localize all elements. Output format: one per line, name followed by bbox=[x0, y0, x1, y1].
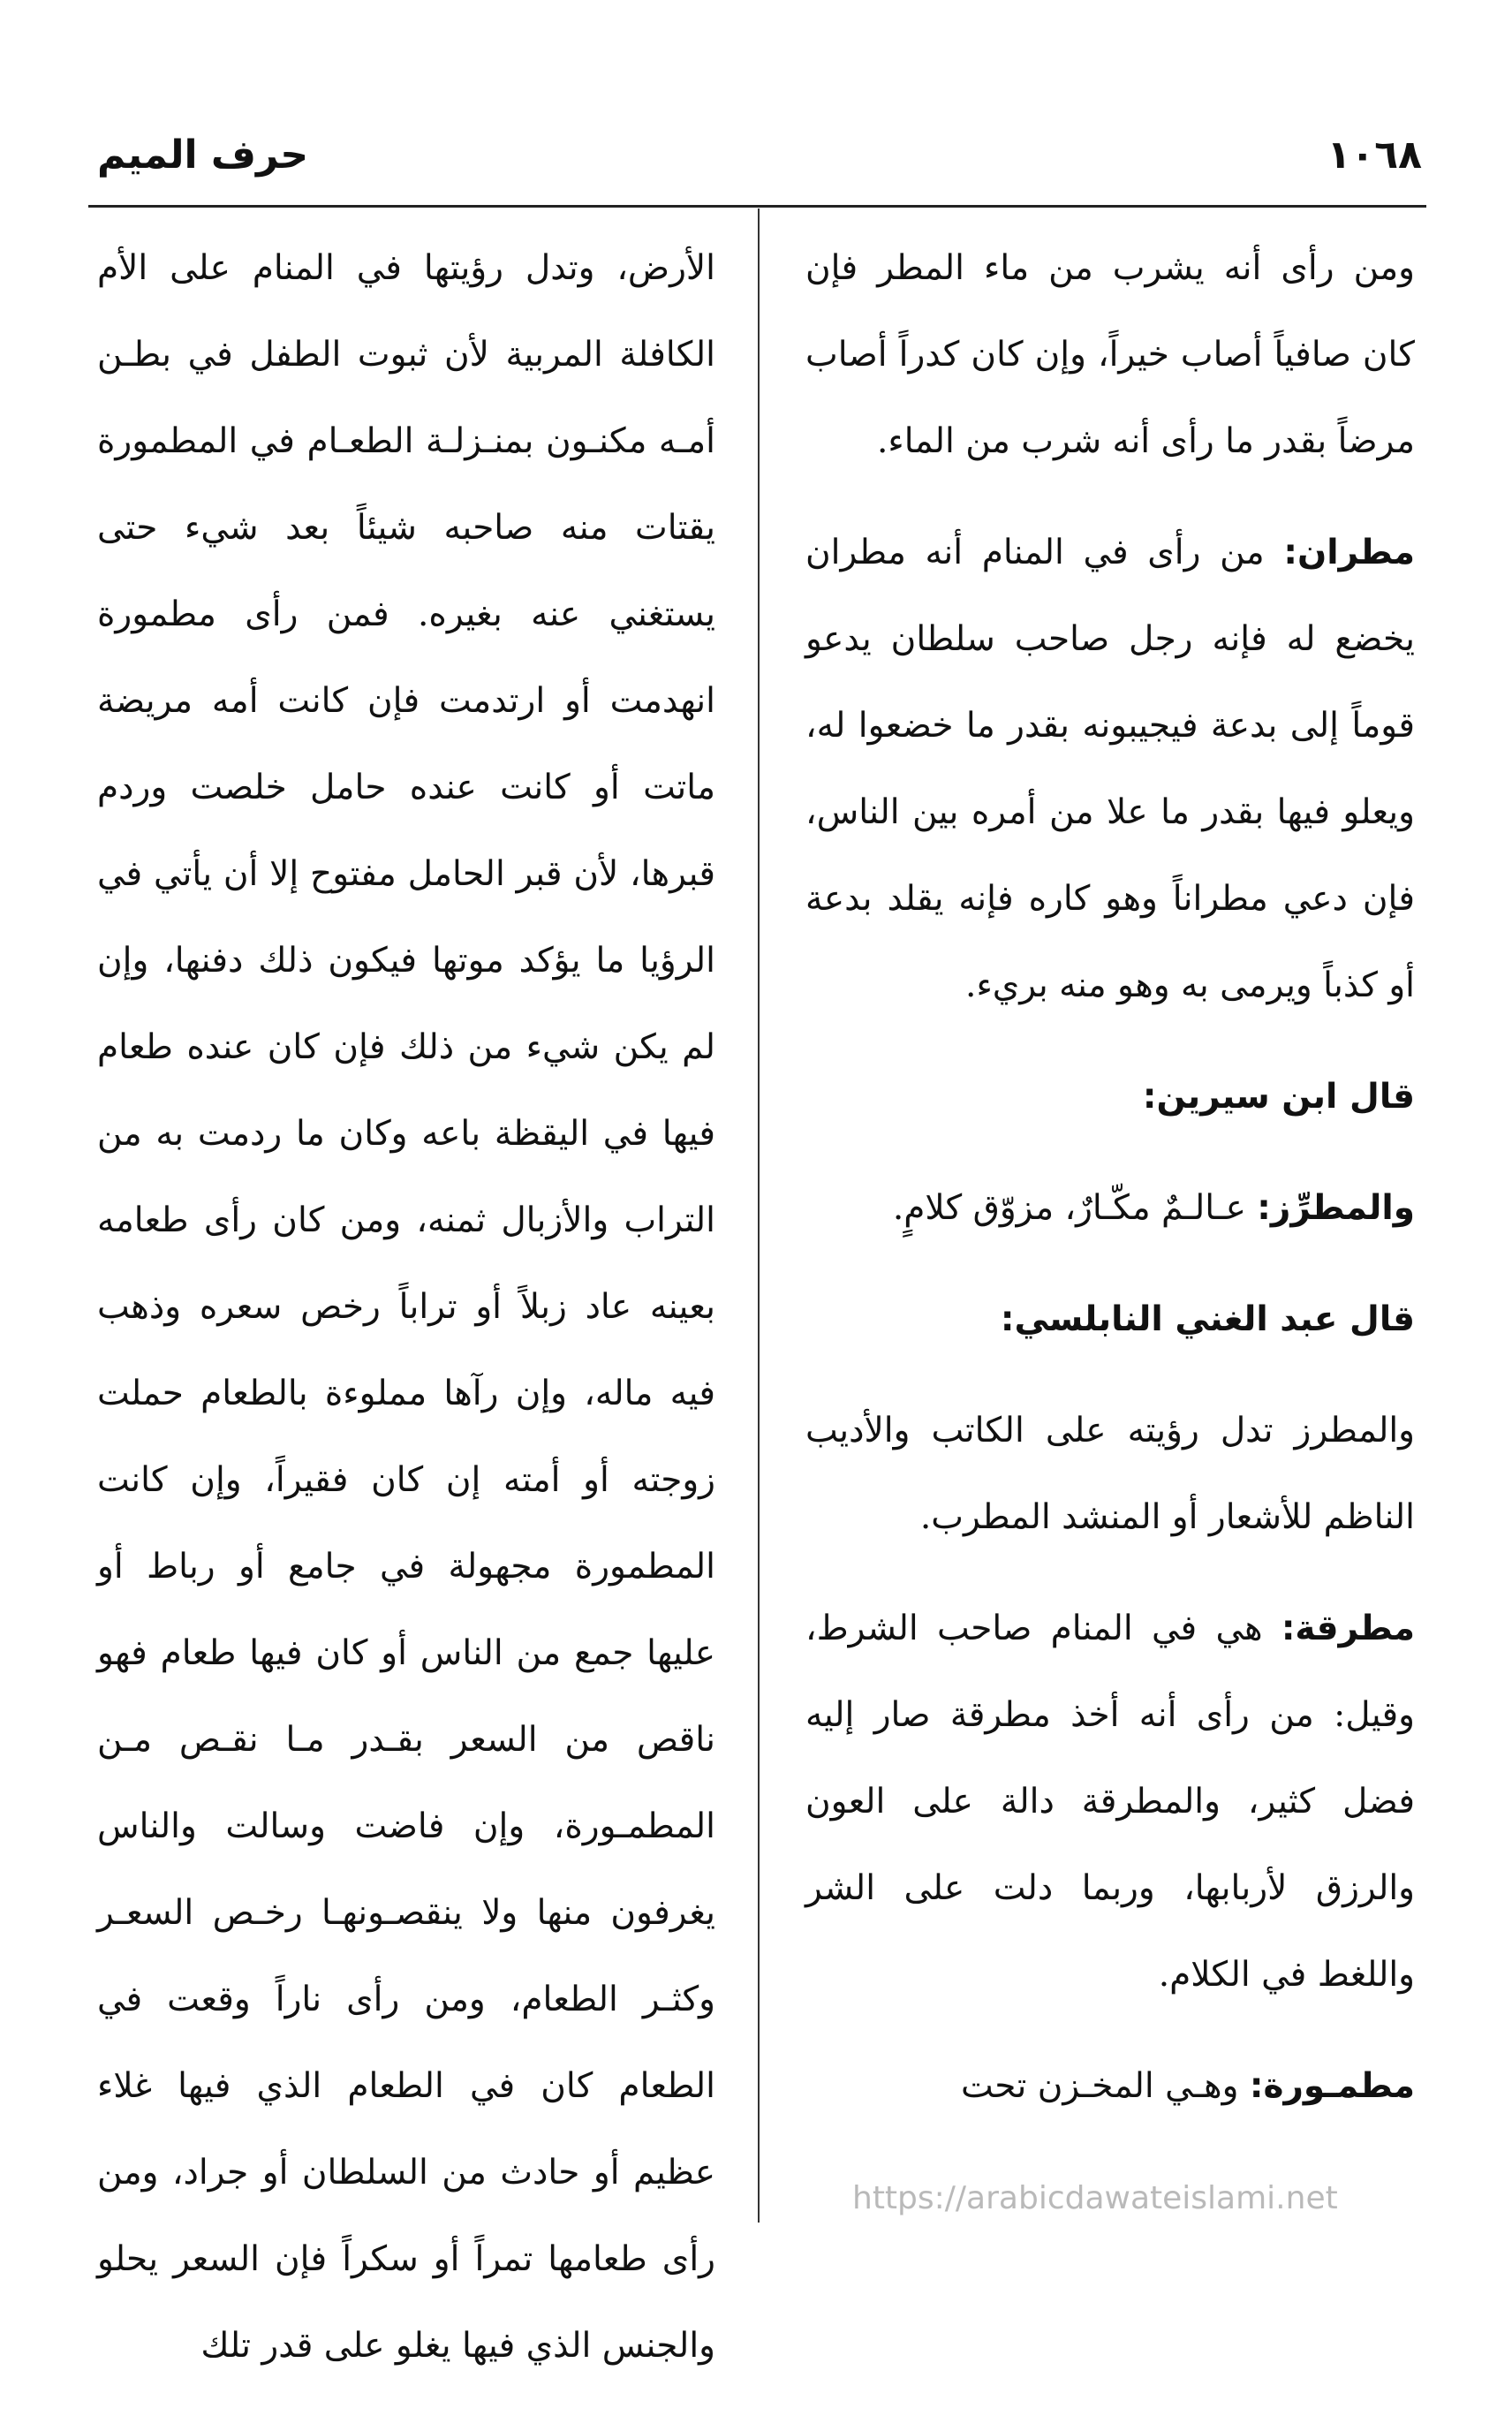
paragraph-matmura-continued: الأرض، وتدل رؤيتها في المنام على الأم الكافلة المربية لأن ثبوت الطفل في بطـن أمـه مكنـون بمنـزلـة الطعـام في المطمورة يقتات منه صاحبه شيئاً بعد شيء حتى يستغني عنه بغيره. فمن رأى مطمورة انهدمت أو ارتدمت فإن كانت أمه مريضة ماتت أو كانت عنده حامل خلصت وردم قبرها، لأن قبر الحامل مفتوح إلا أن يأتي في الرؤيا ما يؤكد موتها فيكون ذلك دفنها، وإن لم يكن شيء من ذلك فإن كان عنده طعام فيها في اليقظة باعه وكان ما ردمت به من التراب والأزبال ثمنه، ومن كان رأى طعامه بعينه عاد زبلاً أو تراباً رخص سعره وذهب فيه ماله، وإن رآها مملوءة بالطعام حملت زوجته أو أمته إن كان فقيراً، وإن كانت المطمورة مجهولة في جامع أو رباط أو عليها جمع من الناس أو كان فيها طعام فهو ناقص من السعر بقـدر مـا نقـص مـن المطمـورة، وإن فاضت وسالت والناس يغرفون منها ولا ينقصـونهـا رخـص السعـر وكثـر الطعام، ومن رأى ناراً وقعت في الطعام كان في الطعام الذي فيها غلاء عظيم أو حادث من السلطان أو جراد، ومن رأى طعامها تمراً أو سكراً فإن السعر يحلو والجنس الذي فيها يغلو على قدر تلك bbox=[97, 248, 715, 2366]
entry-term: مطران: bbox=[1283, 533, 1415, 572]
section-heading-ibn-sirin: قال ابن سيرين: bbox=[1142, 1077, 1415, 1117]
entry-text: وهـي المخـزن تحت bbox=[960, 2066, 1250, 2106]
entry-term: مطرقة: bbox=[1281, 1609, 1415, 1648]
paragraph-rain-water: ومن رأى أنه يشرب من ماء المطر فإن كان صافياً أصاب خيراً، وإن كان كدراً أصاب مرضاً بقدر ما رأى أنه شرب من الماء. bbox=[805, 248, 1415, 461]
page-number: ١٠٦٨ bbox=[1327, 133, 1422, 178]
entry-mitraqa bbox=[805, 1586, 1415, 2018]
page-header bbox=[97, 133, 1422, 194]
paragraph-mutarriz-nabulsi: والمطرز تدل رؤيته على الكاتب والأديب الناظم للأشعار أو المنشد المطرب. bbox=[805, 1411, 1415, 1537]
entry-text: من رأى في المنام أنه مطران يخضع له فإنه رجل صاحب سلطان يدعو قوماً إلى بدعة فيجيبونه بقدر ما خضعوا له، ويعلو فيها بقدر ما علا من أمره بين الناس، فإن دعي مطراناً وهو كاره فإنه يقلد بدعة أو كذباً ويرمى به وهو منه بريء. bbox=[805, 533, 1415, 1005]
left-column bbox=[97, 225, 715, 2389]
entry-term: والمطرِّز: bbox=[1257, 1188, 1415, 1228]
right-column bbox=[805, 225, 1415, 2130]
entry-matmura bbox=[805, 2043, 1415, 2130]
entry-mutarriz bbox=[805, 1165, 1415, 1252]
watermark-url: https://arabicdawateislami.net bbox=[852, 2180, 1338, 2216]
header-rule bbox=[88, 205, 1426, 208]
entry-term: مطمـورة: bbox=[1249, 2066, 1415, 2106]
chapter-title: حرف الميم bbox=[97, 133, 309, 178]
column-divider bbox=[758, 208, 760, 2223]
entry-mitran bbox=[805, 510, 1415, 1029]
entry-text: هي في المنام صاحب الشرط، وقيل: من رأى أنه أخذ مطرقة صار إليه فضل كثير، والمطرقة دالة على العون والرزق لأربابها، وربما دلت على الشر واللغط في الكلام. bbox=[805, 1609, 1415, 1995]
section-heading-nabulsi: قال عبد الغني النابلسي: bbox=[1000, 1299, 1415, 1339]
entry-text: عـالـمٌ مكّـارٌ، مزوّق كلامٍ. bbox=[892, 1188, 1258, 1228]
